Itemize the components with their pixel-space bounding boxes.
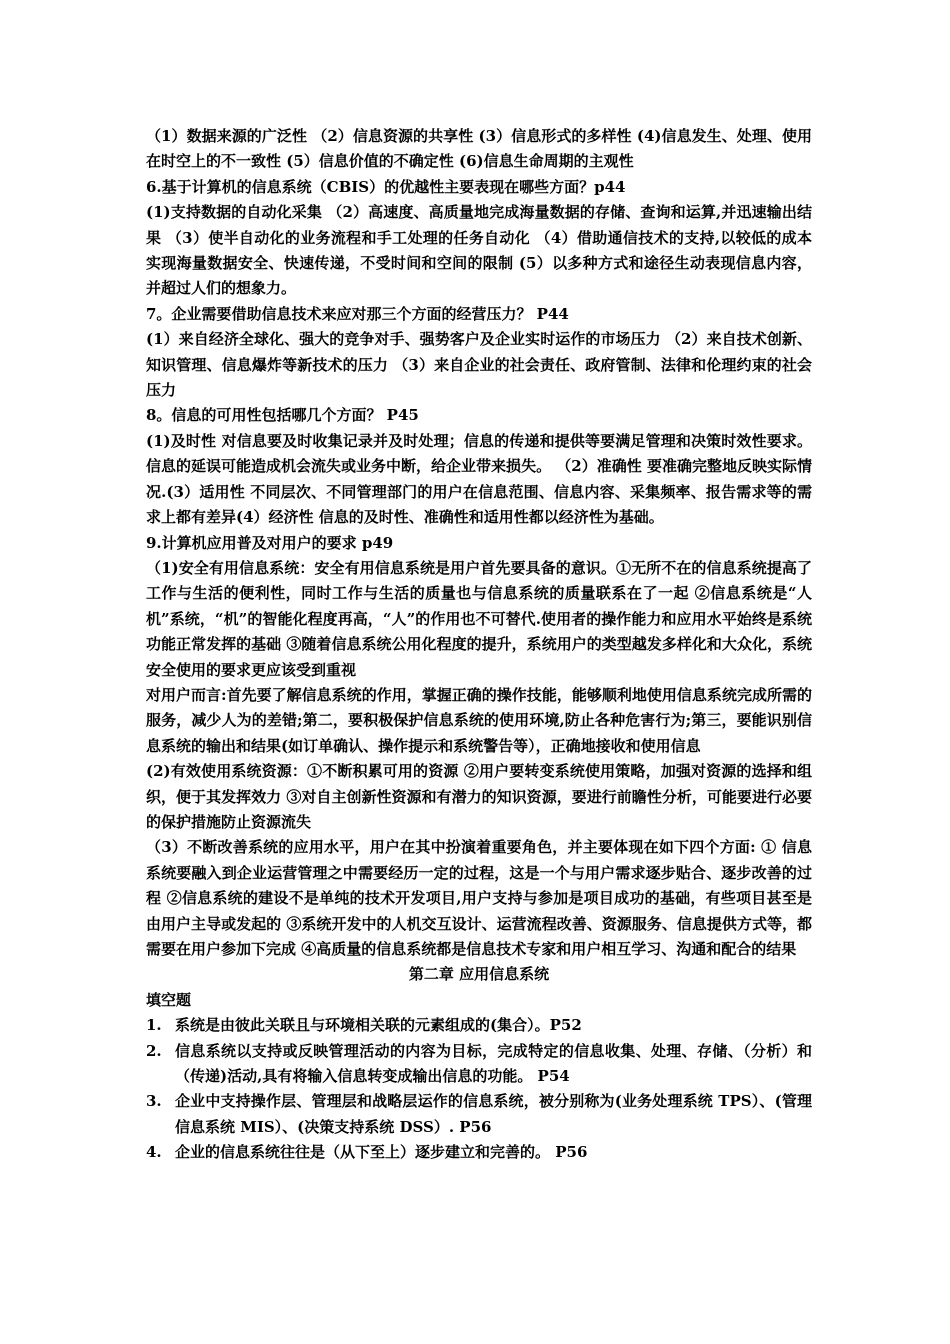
section-label: 填空题 <box>146 990 192 1009</box>
list-item <box>146 1140 812 1165</box>
question-8: 8。信息的可用性包括哪几个方面？ P45 <box>146 406 419 425</box>
question-6: 6.基于计算机的信息系统（CBIS）的优越性主要表现在哪些方面？p44 <box>146 177 626 196</box>
list-item <box>146 1039 812 1090</box>
answer-9-part-1: （1)安全有用信息系统：安全有用信息系统是用户首先要具备的意识。①无所不在的信息系统提高了工作与生活的便利性，同时工作与生活的质量也与信息系统的质量联系在了一起 ②信息系统是“人机”系统，“机”的智能化程度再高，“人”的作用也不可替代.使用者的操作能力和应用水平始终是系统功能正常发挥的基础 ③随着信息系统公用化程度的提升，系统用户的类型越发多样化和大众化，系统安全使用的要求更应该受到重视 <box>146 558 812 679</box>
document-page <box>146 124 812 1166</box>
answer-9-user-perspective: 对用户而言:首先要了解信息系统的作用，掌握正确的操作技能，能够顺利地使用信息系统完成所需的服务，减少人为的差错;第二，要积极保护信息系统的使用环境,防止各种危害行为;第三，要能识别信息系统的输出和结果(如订单确认、操作提示和系统警告等），正确地接收和使用信息 <box>146 685 812 755</box>
answer-9-part-3: （3）不断改善系统的应用水平，用户在其中扮演着重要角色，并主要体现在如下四个方面: ① 信息系统要融入到企业运营管理之中需要经历一定的过程，这是一个与用户需求逐步贴合、逐步改善的过程 ②信息系统的建设不是单纯的技术开发项目,用户支持与参加是项目成功的基础，有些项目甚至是由用户主导或发起的 ③系统开发中的人机交互设计、运营流程改善、资源服务、信息提供方式等，都需要在用户参加下完成 ④高质量的信息系统都是信息技术专家和用户相互学习、沟通和配合的结果 <box>146 838 812 958</box>
paragraph-info-characteristics: （1）数据来源的广泛性 （2）信息资源的共享性 (3）信息形式的多样性 (4)信息发生、处理、使用在时空上的不一致性 (5）信息价值的不确定性 (6)信息生命周期的主观性 <box>146 127 812 171</box>
list-item-text: 系统是由彼此关联且与环境相关联的元素组成的(集合）。P52 <box>175 1016 582 1035</box>
list-item-number: 3. <box>146 1092 162 1111</box>
question-9: 9.计算机应用普及对用户的要求 p49 <box>146 533 394 552</box>
answer-8: (1)及时性 对信息要及时收集记录并及时处理；信息的传递和提供等要满足管理和决策时效性要求。信息的延误可能造成机会流失或业务中断，给企业带来损失。 （2）准确性 要准确完整地反映实际情况.(3）适用性 不同层次、不同管理部门的用户在信息范围、信息内容、采集频率、报告需求等的需求上都有差异(4）经济性 信息的及时性、准确性和适用性都以经济性为基础。 <box>146 431 812 527</box>
answer-6: (1)支持数据的自动化采集 （2）高速度、高质量地完成海量数据的存储、查询和运算,并迅速输出结果 （3）使半自动化的业务流程和手工处理的任务自动化 （4）借助通信技术的支持,以较低的成本实现海量数据安全、快速传递，不受时间和空间的限制 (5）以多种方式和途径生动表现信息内容，并超过人们的想象力。 <box>146 203 812 298</box>
list-item-number: 1. <box>146 1016 162 1035</box>
answer-9-part-2: (2)有效使用系统资源：①不断积累可用的资源 ②用户要转变系统使用策略，加强对资源的选择和组织，便于其发挥效力 ③对自主创新性资源和有潜力的知识资源，要进行前瞻性分析，可能要进行必要的保护措施防止资源流失 <box>146 762 812 831</box>
list-item-text: 企业的信息系统往往是（从下至上）逐步建立和完善的。 P56 <box>175 1143 588 1162</box>
fill-in-list <box>146 1013 812 1165</box>
list-item-number: 4. <box>146 1143 162 1162</box>
chapter-title: 第二章 应用信息系统 <box>408 965 550 984</box>
list-item-text: 企业中支持操作层、管理层和战略层运作的信息系统，被分别称为(业务处理系统 TPS）、(管理信息系统 MIS）、(决策支持系统 DSS）. P56 <box>175 1092 812 1136</box>
answer-7: (1）来自经济全球化、强大的竞争对手、强势客户及企业实时运作的市场压力 （2）来自技术创新、知识管理、信息爆炸等新技术的压力 （3）来自企业的社会责任、政府管制、法律和伦理约束的社会压力 <box>146 330 812 400</box>
list-item-text: 信息系统以支持或反映管理活动的内容为目标，完成特定的信息收集、处理、存储、（分析）和（传递)活动,具有将输入信息转变成输出信息的功能。 P54 <box>175 1041 812 1086</box>
list-item <box>146 1013 812 1038</box>
list-item-number: 2. <box>146 1041 162 1060</box>
list-item <box>146 1089 812 1140</box>
question-7: 7。企业需要借助信息技术来应对那三个方面的经营压力？ P44 <box>146 304 569 323</box>
